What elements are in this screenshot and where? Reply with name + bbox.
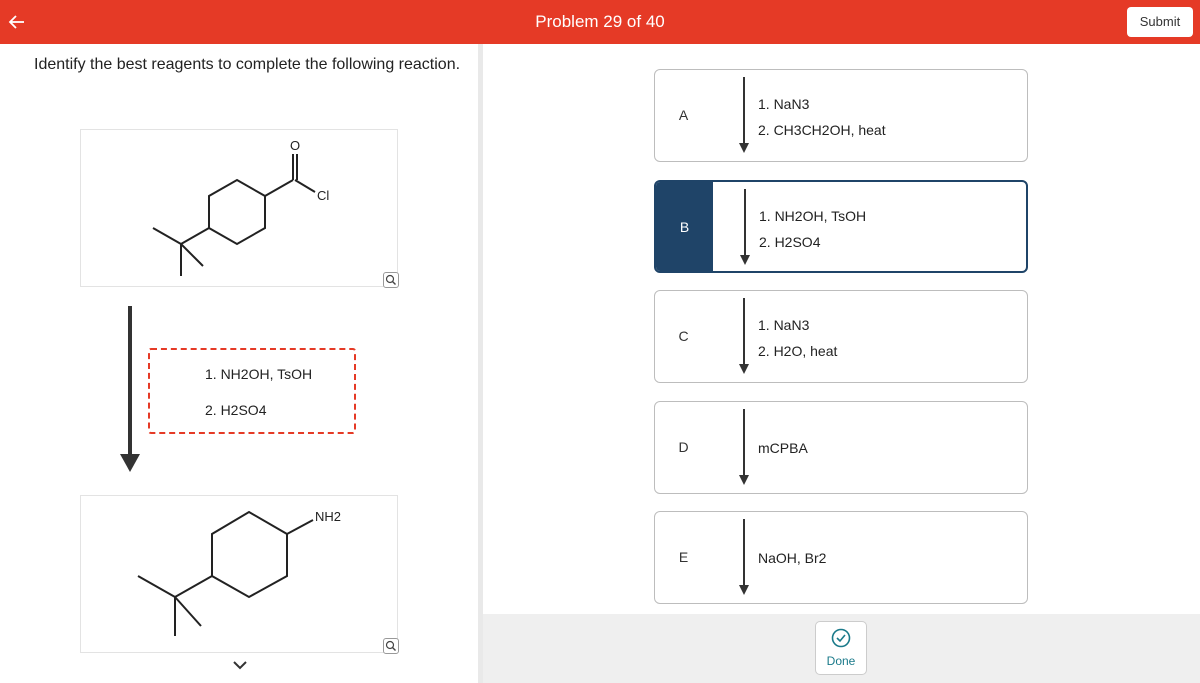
reaction-arrow-icon: [738, 189, 752, 267]
answer-options-panel: [483, 44, 1200, 614]
zoom-icon[interactable]: [383, 272, 399, 288]
question-panel: [0, 44, 478, 683]
option-reagent-line: 2. H2O, heat: [758, 343, 838, 359]
reaction-arrow-icon: [737, 409, 751, 487]
option-a[interactable]: [654, 69, 1028, 162]
amine-label: NH2: [315, 509, 342, 524]
reagent-step-1: 1. NH2OH, TsOH: [205, 366, 313, 382]
option-e[interactable]: [654, 511, 1028, 604]
option-reagent-line: 2. H2SO4: [759, 234, 821, 250]
option-reagent-line: mCPBA: [758, 440, 808, 456]
starting-material-structure: [80, 129, 398, 287]
done-label: Done: [826, 654, 856, 668]
option-letter: B: [679, 219, 690, 235]
option-reagent-line: 1. NaN3: [758, 96, 810, 112]
option-letter: C: [678, 328, 689, 344]
zoom-icon[interactable]: [383, 638, 399, 654]
option-reagent-line: 1. NaN3: [758, 317, 810, 333]
chevron-down-icon[interactable]: [232, 658, 248, 670]
reaction-arrow: [117, 306, 143, 476]
option-reagent-line: 2. CH3CH2OH, heat: [758, 122, 886, 138]
option-c[interactable]: [654, 290, 1028, 383]
option-letter-cell: [655, 512, 712, 603]
option-letter-cell: [655, 70, 712, 161]
starting-material-drawing: [81, 130, 399, 288]
option-letter-cell: [655, 402, 712, 493]
reagent-drop-zone[interactable]: [148, 348, 356, 434]
option-reagent-line: NaOH, Br2: [758, 550, 827, 566]
option-letter: D: [678, 439, 689, 455]
option-b[interactable]: [654, 180, 1028, 273]
option-letter: A: [678, 107, 689, 123]
option-reagent-line: 1. NH2OH, TsOH: [759, 208, 867, 224]
problem-title: Problem 29 of 40: [535, 12, 665, 31]
product-drawing: [81, 496, 399, 654]
check-circle-icon: [831, 628, 851, 648]
reaction-arrow-icon: [737, 77, 751, 155]
carbonyl-o-label: O: [289, 138, 301, 153]
option-letter: E: [678, 549, 689, 565]
question-text: Identify the best reagents to complete the following reaction.: [34, 56, 461, 73]
product-structure: [80, 495, 398, 653]
top-bar: [0, 0, 1200, 44]
reaction-arrow-icon: [737, 519, 751, 597]
done-button[interactable]: [815, 621, 867, 675]
reaction-arrow-icon: [737, 298, 751, 376]
submit-button[interactable]: Submit: [1127, 7, 1193, 37]
option-letter-cell: [656, 182, 713, 271]
chloride-label: Cl: [317, 188, 330, 203]
option-d[interactable]: [654, 401, 1028, 494]
option-letter-cell: [655, 291, 712, 382]
reagent-step-2: 2. H2SO4: [205, 402, 267, 418]
